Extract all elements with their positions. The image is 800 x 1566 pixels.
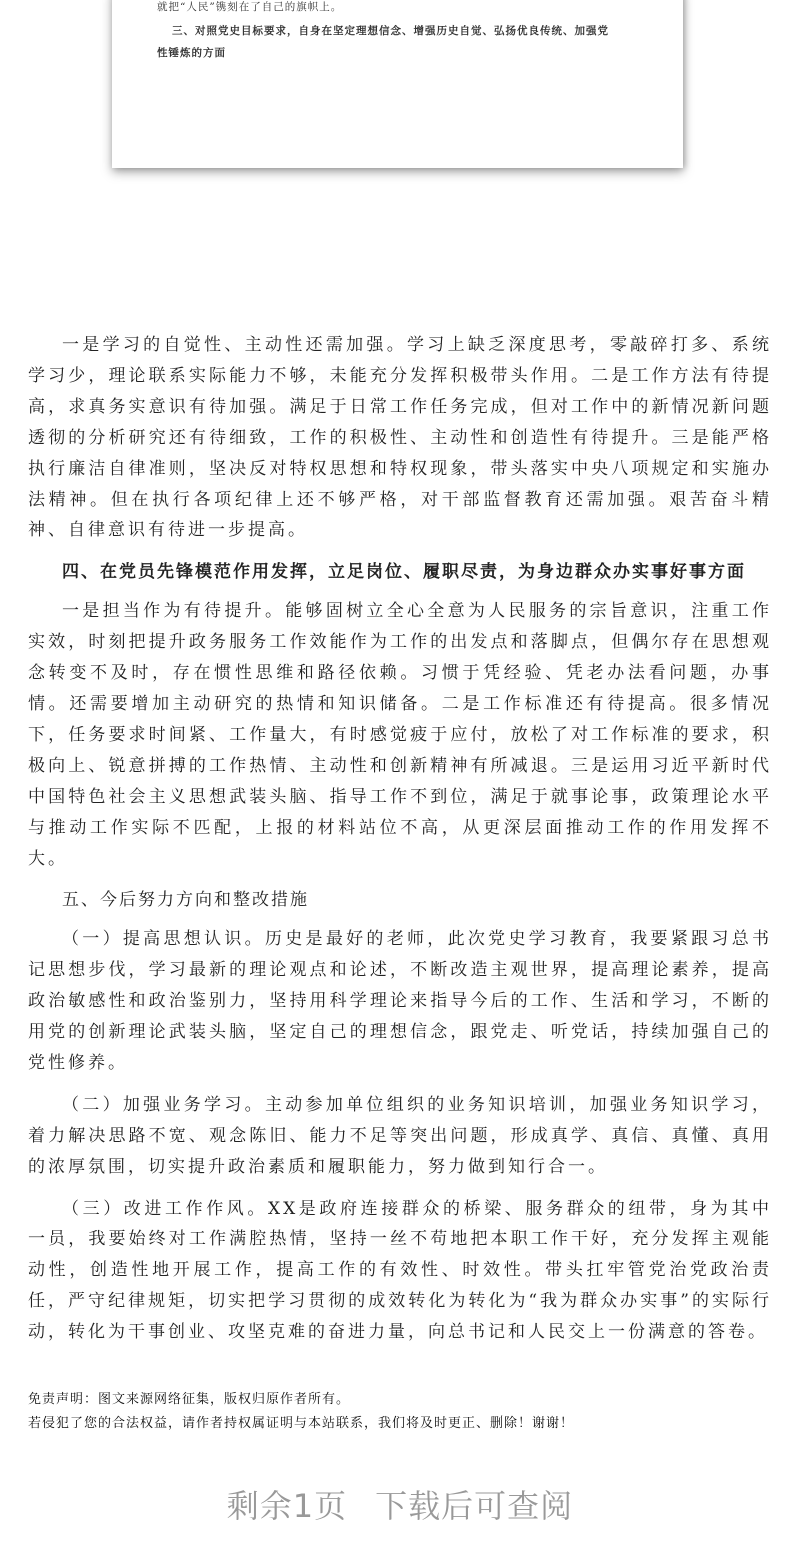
disclaimer-line: 若侵犯了您的合法权益，请作者持权属证明与本站联系，我们将及时更正、删除！谢谢！ bbox=[28, 1416, 575, 1432]
section-heading: 四、在党员先锋模范作用发挥，立足岗位、履职尽责，为身边群众办实事好事方面 bbox=[62, 562, 746, 583]
document-body bbox=[28, 330, 772, 1348]
preview-line: 就把“人民”镌刻在了自己的旗帜上。 bbox=[157, 1, 343, 13]
disclaimer-line: 免责声明：图文来源网络征集，版权归原作者所有。 bbox=[28, 1392, 351, 1408]
remaining-pages-label: 剩余1页 bbox=[226, 1487, 348, 1526]
download-to-read-more-button[interactable] bbox=[0, 1486, 800, 1566]
disclaimer bbox=[28, 1388, 772, 1436]
preview-line: 性锤炼的方面 bbox=[157, 47, 226, 59]
section-heading: 五、今后努力方向和整改措施 bbox=[62, 890, 309, 911]
paragraph: 一是学习的自觉性、主动性还需加强。学习上缺乏深度思考，零敲碎打多、系统学习少，理论联系实际能力不够，未能充分发挥积极带头作用。二是工作方法有待提高，求真务实意识有待加强。满足于日常工作任务完成，但对工作中的新情况新问题透彻的分析研究还有待细致，工作的积极性、主动性和创造性有待提升。三是能严格执行廉洁自律准则，坚决反对特权思想和特权现象，带头落实中央八项规定和实施办法精神。但在执行各项纪律上还不够严格，对干部监督教育还需加强。艰苦奋斗精神、自律意识有待进一步提高。 bbox=[28, 335, 772, 541]
document-preview-image bbox=[112, 0, 683, 168]
preview-line: 三、对照党史目标要求，自身在坚定理想信念、增强历史自觉、弘扬优良传统、加强党 bbox=[172, 25, 609, 37]
download-label: 下载后可查阅 bbox=[375, 1487, 574, 1526]
paragraph: （一）提高思想认识。历史是最好的老师，此次党史学习教育，我要紧跟习总书记思想步伐，学习最新的理论观点和论述，不断改造主观世界，提高理论素养，提高政治敏感性和政治鉴别力，坚持用科学理论来指导今后的工作、生活和学习，不断的用党的创新理论武装头脑，坚定自己的理想信念，跟党走、听党话，持续加强自己的党性修养。 bbox=[28, 929, 772, 1073]
paragraph: （三）改进工作作风。XX是政府连接群众的桥梁、服务群众的纽带，身为其中一员，我要始终对工作满腔热情，坚持一丝不苟地把本职工作干好，充分发挥主观能动性，创造性地开展工作，提高工作的有效性、时效性。带头扛牢管党治党政治责任，严守纪律规矩，切实把学习贯彻的成效转化为转化为“我为群众办实事”的实际行动，转化为干事创业、攻坚克难的奋进力量，向总书记和人民交上一份满意的答卷。 bbox=[28, 1198, 772, 1343]
paragraph: （二）加强业务学习。主动参加单位组织的业务知识培训，加强业务知识学习，着力解决思路不宽、观念陈旧、能力不足等突出问题，形成真学、真信、真懂、真用的浓厚氛围，切实提升政治素质和履职能力，努力做到知行合一。 bbox=[28, 1094, 772, 1177]
paragraph: 一是担当作为有待提升。能够固树立全心全意为人民服务的宗旨意识，注重工作实效，时刻把提升政务服务工作效能作为工作的出发点和落脚点，但偶尔存在思想观念转变不及时，存在惯性思维和路径依赖。习惯于凭经验、凭老办法看问题，办事情。还需要增加主动研究的热情和知识储备。二是工作标准还有待提高。很多情况下，任务要求时间紧、工作量大，有时感觉疲于应付，放松了对工作标准的要求，积极向上、锐意拼搏的工作热情、主动性和创新精神有所减退。三是运用习近平新时代中国特色社会主义思想武装头脑、指导工作不到位，满足于就事论事，政策理论水平与推动工作实际不匹配，上报的材料站位不高，从更深层面推动工作的作用发挥不大。 bbox=[28, 601, 772, 869]
